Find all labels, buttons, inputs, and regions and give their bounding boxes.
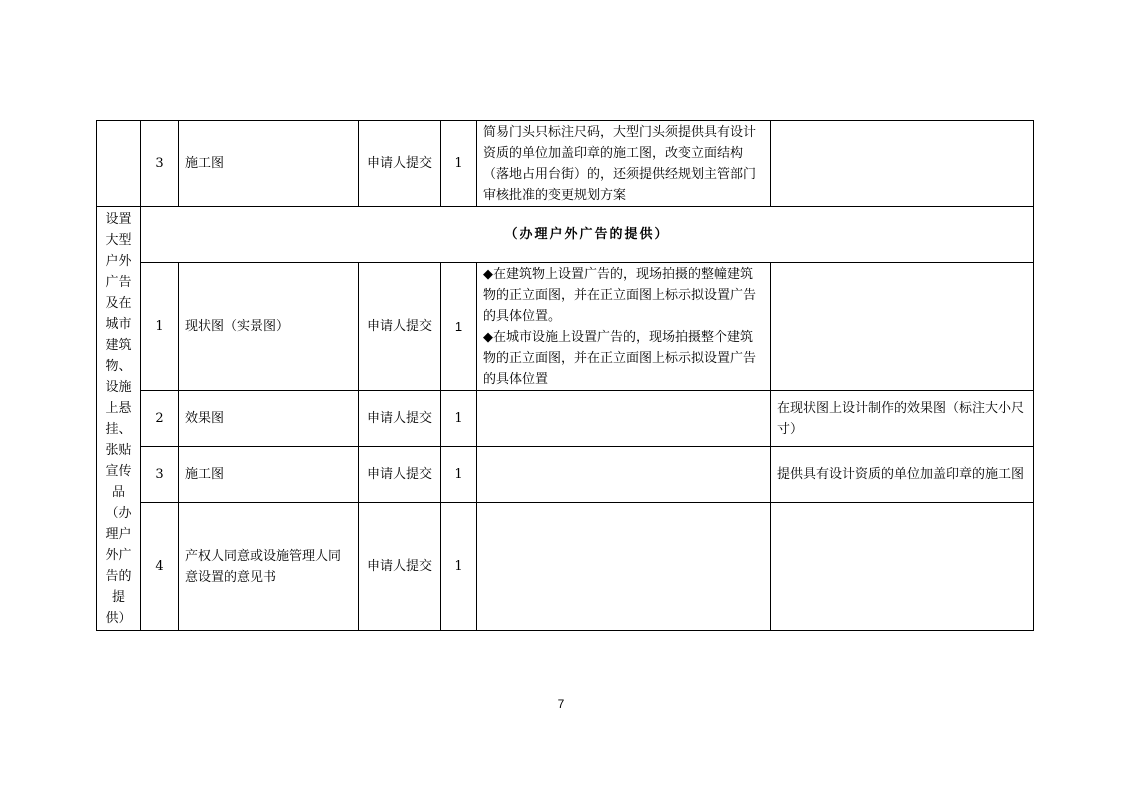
copies-cell: 1 (441, 503, 477, 631)
category-segment: 挂、 (105, 421, 132, 437)
category-segment: 城市 (105, 316, 132, 332)
material-name-cell: 现状图（实景图） (179, 263, 359, 391)
category-segment: 提 (111, 589, 125, 605)
category-segment: 品 (111, 484, 125, 500)
category-cell-empty (97, 121, 141, 207)
requirement-cell: 简易门头只标注尺码，大型门头须提供具有设计资质的单位加盖印章的施工图，改变立面结构（落地占用台街）的，还须提供经规划主管部门审核批准的变更规划方案 (477, 121, 771, 207)
table-row (97, 391, 1034, 447)
copies-cell: 1 (441, 263, 477, 391)
seq-cell: 4 (141, 503, 179, 631)
seq-cell: 3 (141, 121, 179, 207)
category-segment: 设置 (105, 211, 132, 227)
category-segment: 及在 (105, 295, 132, 311)
source-cell: 申请人提交 (359, 121, 441, 207)
seq-cell: 1 (141, 263, 179, 391)
requirement-item: ◆在建筑物上设置广告的，现场拍摄的整幢建筑物的正立面图，并在正立面图上标示拟设置广告的具体位置。 (483, 266, 757, 324)
requirement-cell (477, 447, 771, 503)
requirement-cell (477, 391, 771, 447)
category-segment: 设施 (105, 379, 132, 395)
remark-cell (771, 263, 1034, 391)
category-segment: 广告 (105, 274, 132, 290)
category-segment: 户外 (105, 253, 132, 269)
section-row (97, 207, 1034, 263)
material-name-cell: 施工图 (179, 447, 359, 503)
copies-cell: 1 (441, 391, 477, 447)
copies-cell: 1 (441, 447, 477, 503)
requirement-item: ◆在城市设施上设置广告的，现场拍摄整个建筑物的正立面图，并在正立面图上标示拟设置广告的具体位置 (483, 329, 757, 387)
material-name-cell: 产权人同意或设施管理人同意设置的意见书 (179, 503, 359, 631)
copies-cell: 1 (441, 121, 477, 207)
seq-cell: 2 (141, 391, 179, 447)
materials-table (96, 120, 1034, 631)
table-row (97, 447, 1034, 503)
remark-cell (771, 121, 1034, 207)
material-name-cell: 施工图 (179, 121, 359, 207)
source-cell: 申请人提交 (359, 447, 441, 503)
category-segment: 外广 (105, 547, 132, 563)
category-cell (97, 207, 141, 631)
requirement-cell (477, 503, 771, 631)
table-row (97, 503, 1034, 631)
page-number: 7 (557, 697, 565, 711)
category-segment: 物、 (105, 358, 132, 374)
category-segment: 建筑 (105, 337, 132, 353)
material-name-cell: 效果图 (179, 391, 359, 447)
table-row (97, 263, 1034, 391)
requirement-cell (477, 263, 771, 391)
source-cell: 申请人提交 (359, 503, 441, 631)
category-segment: 宣传 (105, 463, 132, 479)
remark-cell: 在现状图上设计制作的效果图（标注大小尺寸） (771, 391, 1034, 447)
source-cell: 申请人提交 (359, 391, 441, 447)
category-label (99, 209, 138, 629)
category-segment: 大型 (105, 232, 132, 248)
category-segment: 张贴 (105, 442, 132, 458)
seq-cell: 3 (141, 447, 179, 503)
category-segment: 供） (105, 610, 132, 626)
source-cell: 申请人提交 (359, 263, 441, 391)
remark-cell: 提供具有设计资质的单位加盖印章的施工图 (771, 447, 1034, 503)
table-row (97, 121, 1034, 207)
category-segment: （办 (105, 505, 132, 521)
category-segment: 理户 (105, 526, 132, 542)
category-segment: 告的 (105, 568, 132, 584)
category-segment: 上悬 (105, 400, 132, 416)
remark-cell (771, 503, 1034, 631)
section-title: （办理户外广告的提供） (141, 207, 1034, 263)
